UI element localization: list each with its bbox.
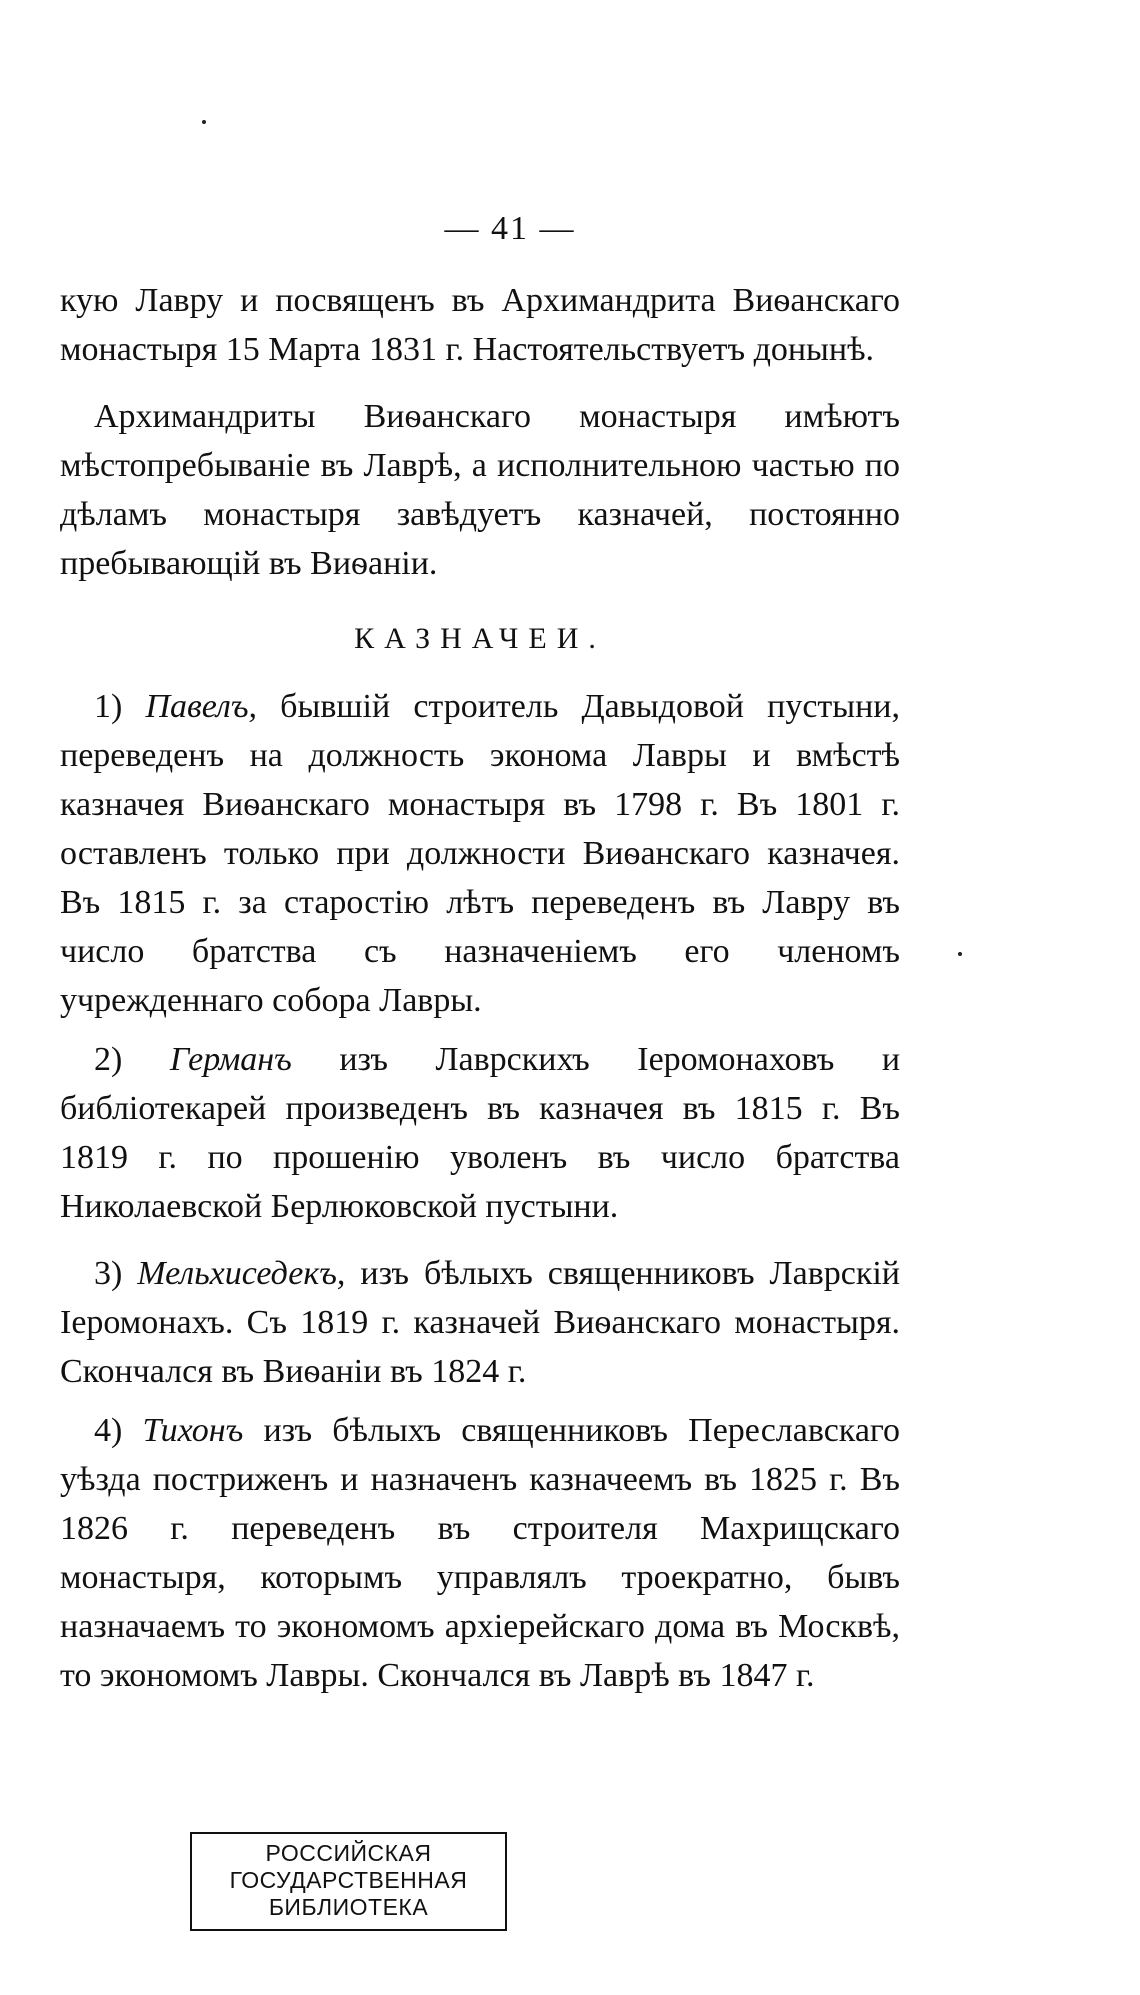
entry-name: Павелъ, (145, 688, 258, 725)
entry-number: 1) (94, 688, 123, 725)
entry-text: изъ бѣлыхъ священниковъ Лаврскій Іеромонахъ. Съ 1819 г. казначей Виѳанскаго монастыря. Скончался въ Виѳаніи въ 1824 г. (60, 1255, 900, 1390)
book-page (60, 210, 900, 1700)
stamp-line: БИБЛИОТЕКА (268, 1894, 429, 1920)
entry-text: бывшій строитель Давыдовой пустыни, переведенъ на должность эконома Лавры и вмѣстѣ казначея Виѳанскаго монастыря въ 1798 г. Въ 1801 г. оставленъ только при должности Виѳанскаго казначея. Въ 1815 г. за старостію лѣтъ переведенъ въ Лавру въ число братства съ назначеніемъ его членомъ учрежденнаго собора Лавры. (60, 688, 901, 1019)
section-title: КАЗНАЧЕИ. (354, 622, 606, 655)
entry-1 (60, 682, 900, 1025)
entry-text: изъ Лаврскихъ Іеромонаховъ и библіотекарей произведенъ въ казначея въ 1815 г. Въ 1819 г. по прошенію уволенъ въ число братства Николаевской Берлюковской пустыни. (60, 1041, 901, 1225)
ink-speck (958, 952, 962, 956)
entry-number: 2) (94, 1041, 123, 1078)
entry-text: изъ бѣлыхъ священниковъ Переславскаго уѣзда постриженъ и назначенъ казначеемъ въ 1825 г. Въ 1826 г. переведенъ въ строителя Махрищскаго монастыря, которымъ управлялъ троекратно, бывъ назначаемъ то экономомъ архіерейскаго дома въ Москвѣ, то экономомъ Лавры. Скончался въ Лаврѣ въ 1847 г. (60, 1412, 901, 1694)
entry-2 (60, 1035, 900, 1231)
stamp-line: РОССИЙСКАЯ (265, 1840, 432, 1866)
page-number: — 41 — (444, 210, 576, 247)
entry-3 (60, 1249, 900, 1396)
entry-name: Мельхиседекъ, (137, 1255, 346, 1292)
entry-number: 4) (94, 1412, 123, 1449)
entry-name: Тихонъ (142, 1412, 244, 1449)
intro-paragraph-2: Архимандриты Виѳанскаго монастыря имѣютъ мѣстопребываніе въ Лаврѣ, а исполнительною частью по дѣламъ монастыря завѣдуетъ казначей, постоянно пребывающій въ Виѳаніи. (60, 398, 900, 582)
library-stamp (190, 1832, 507, 1931)
entry-number: 3) (94, 1255, 123, 1292)
intro-paragraph-1: кую Лавру и посвященъ въ Архимандрита Виѳанскаго монастыря 15 Марта 1831 г. Настоятельствуетъ донынѣ. (60, 282, 900, 368)
entry-4 (60, 1406, 900, 1700)
ink-speck (202, 120, 206, 124)
stamp-line: ГОСУДАРСТВЕННАЯ (229, 1867, 468, 1893)
entry-name: Германъ (169, 1041, 292, 1078)
